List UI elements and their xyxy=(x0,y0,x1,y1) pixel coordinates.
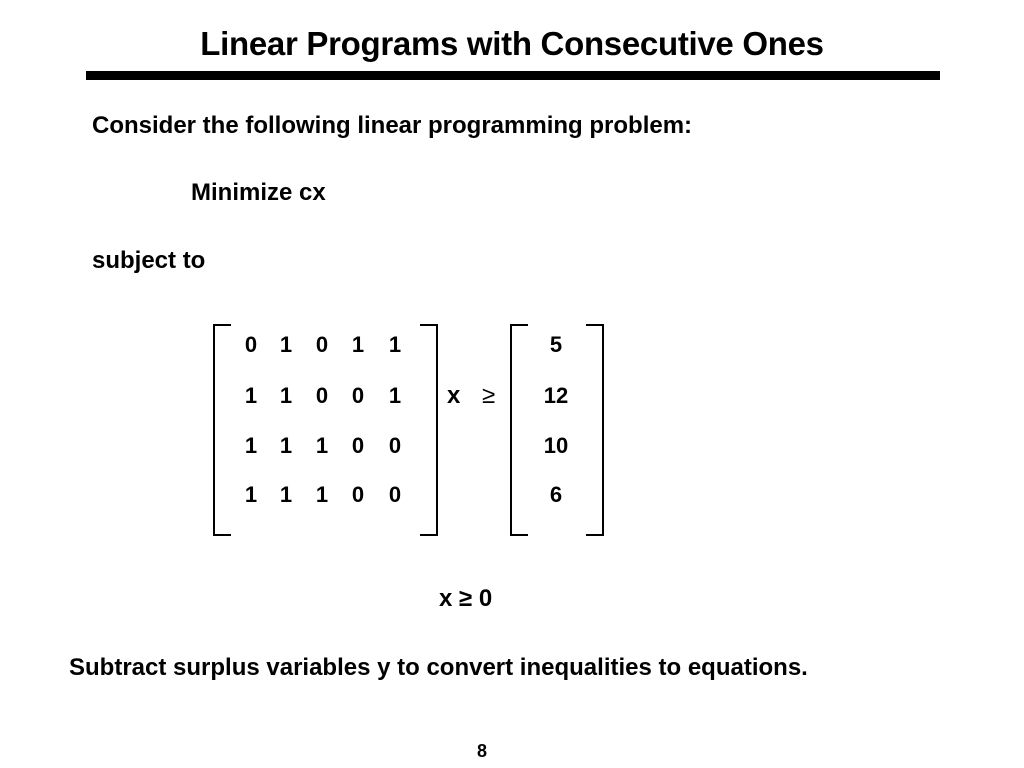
matrix-cell: 0 xyxy=(315,332,329,357)
conclusion-text: Subtract surplus variables y to convert inequalities to equations. xyxy=(69,654,808,681)
rhs-value: 6 xyxy=(549,482,563,507)
matrix-cell: 1 xyxy=(244,433,258,458)
rhs-value: 10 xyxy=(543,433,569,458)
matrix-cell: 1 xyxy=(279,383,293,408)
rhs-value: 5 xyxy=(549,332,563,357)
matrix-cell: 0 xyxy=(351,433,365,458)
matrix-cell: 1 xyxy=(244,482,258,507)
variable-x: x xyxy=(447,382,461,409)
matrix-cell: 1 xyxy=(279,433,293,458)
intro-text: Consider the following linear programming problem: xyxy=(92,112,693,139)
matrix-left-bracket xyxy=(213,324,231,536)
matrix-cell: 0 xyxy=(388,482,402,507)
matrix-right-bracket xyxy=(420,324,438,536)
geq-symbol: ≥ xyxy=(482,382,496,409)
page-number: 8 xyxy=(476,741,487,761)
matrix-cell: 1 xyxy=(279,482,293,507)
matrix-cell: 1 xyxy=(279,332,293,357)
matrix-cell: 0 xyxy=(315,383,329,408)
matrix-cell: 0 xyxy=(388,433,402,458)
nonnegativity-constraint: x ≥ 0 xyxy=(439,585,493,612)
rhs-value: 12 xyxy=(543,383,569,408)
matrix-cell: 1 xyxy=(244,383,258,408)
subject-to-text: subject to xyxy=(92,247,206,274)
matrix-cell: 1 xyxy=(315,433,329,458)
title-underline xyxy=(86,71,940,80)
matrix-cell: 1 xyxy=(315,482,329,507)
matrix-cell: 1 xyxy=(388,383,402,408)
matrix-cell: 0 xyxy=(244,332,258,357)
matrix-cell: 1 xyxy=(351,332,365,357)
matrix-cell: 0 xyxy=(351,482,365,507)
objective-text: Minimize cx xyxy=(191,179,326,206)
matrix-cell: 1 xyxy=(388,332,402,357)
slide-title: Linear Programs with Consecutive Ones xyxy=(200,25,824,62)
rhs-right-bracket xyxy=(586,324,604,536)
matrix-cell: 0 xyxy=(351,383,365,408)
